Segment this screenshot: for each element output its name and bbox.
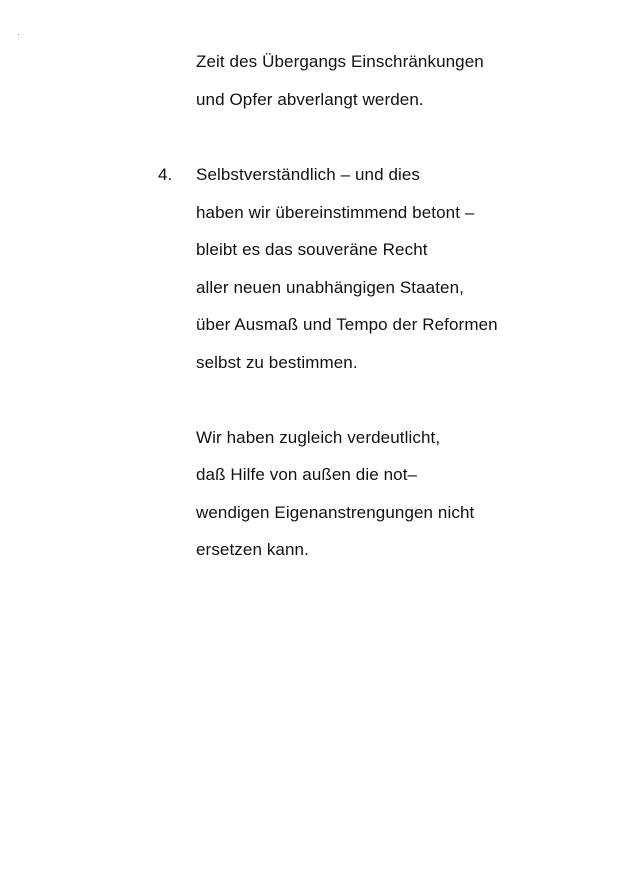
text-line: Wir haben zugleich verdeutlicht, (196, 428, 441, 447)
text-line: haben wir übereinstimmend betont – (196, 203, 475, 222)
text-line: wendigen Eigenanstrengungen nicht (196, 503, 475, 522)
scan-speck (18, 34, 19, 35)
text-line: und Opfer abverlangt werden. (196, 90, 424, 109)
text-line: Zeit des Übergangs Einschränkungen (196, 52, 484, 71)
text-line: über Ausmaß und Tempo der Reformen (196, 315, 498, 334)
text-line: selbst zu bestimmen. (196, 353, 358, 372)
text-line: Selbstverständlich – und dies (196, 165, 421, 184)
text-line: aller neuen unabhängigen Staaten, (196, 278, 464, 297)
text-line: bleibt es das souveräne Recht (196, 240, 428, 259)
item-number: 4. (158, 165, 173, 184)
text-line: daß Hilfe von außen die not– (196, 465, 418, 484)
text-line: ersetzen kann. (196, 540, 309, 559)
